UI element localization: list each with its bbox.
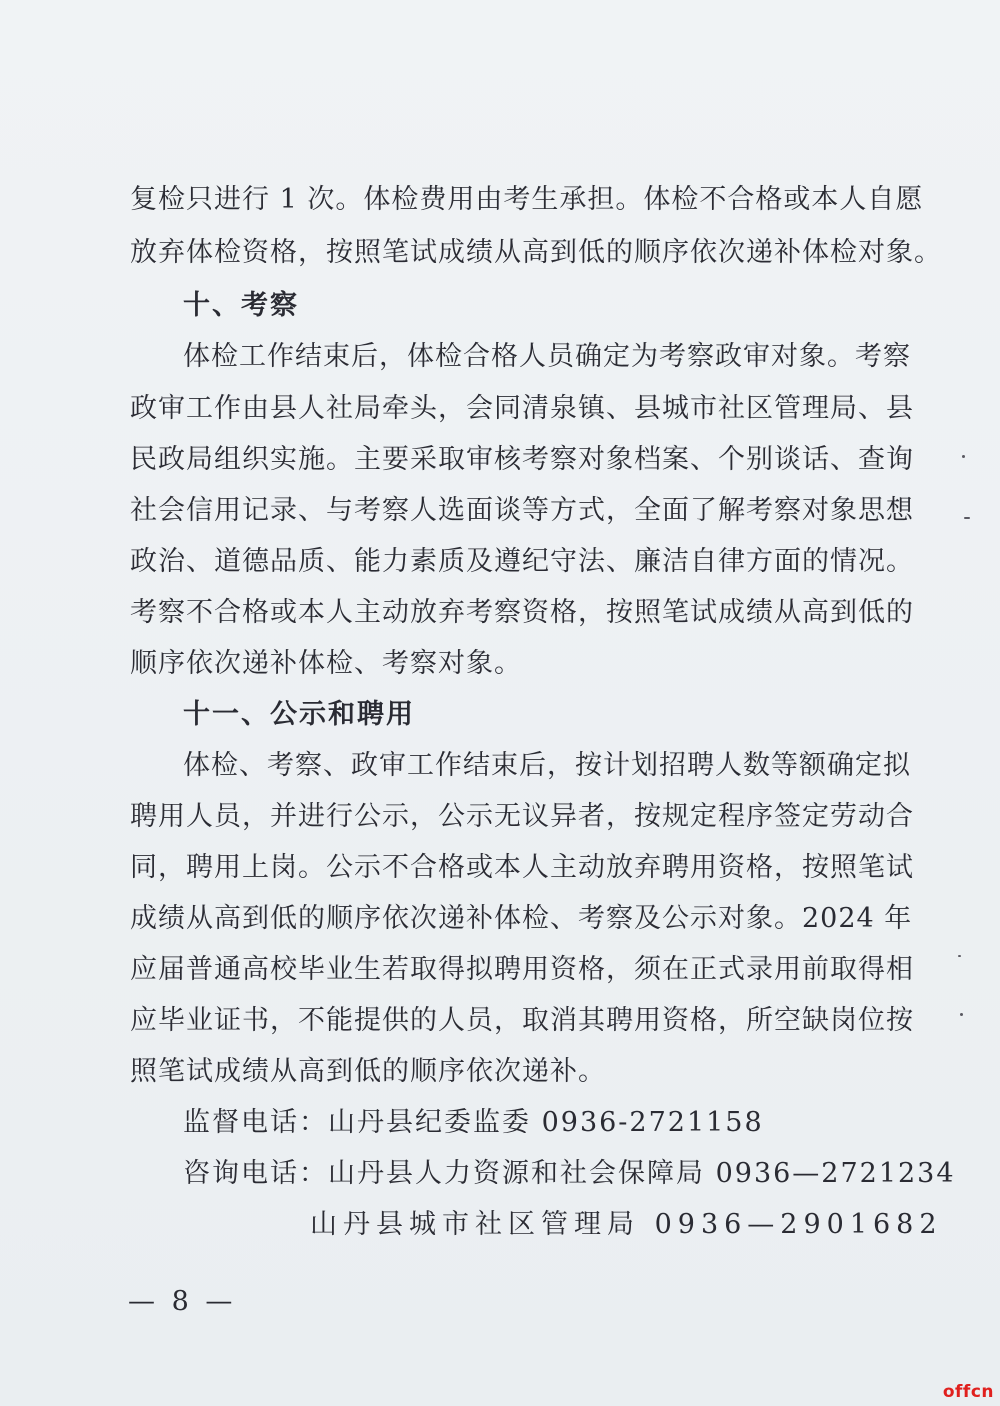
page-number: — 8 —	[128, 1286, 237, 1317]
consult-phone: 咨询电话：山丹县人力资源和社会保障局 0936—2721234	[183, 1158, 956, 1189]
body-line: 应届普通高校毕业生若取得拟聘用资格，须在正式录用前取得相	[130, 954, 914, 985]
body-line: 成绩从高到低的顺序依次递补体检、考察及公示对象。2024 年	[130, 903, 913, 934]
body-line: 同，聘用上岗。公示不合格或本人主动放弃聘用资格，按照笔试	[130, 852, 914, 883]
body-line: 应毕业证书，不能提供的人员，取消其聘用资格，所空缺岗位按	[130, 1005, 914, 1036]
supervision-phone: 监督电话：山丹县纪委监委 0936-2721158	[183, 1107, 764, 1138]
body-line: 民政局组织实施。主要采取审核考察对象档案、个别谈话、查询	[130, 444, 914, 475]
scan-speck	[960, 1013, 963, 1016]
body-line: 顺序依次递补体检、考察对象。	[130, 648, 522, 679]
body-line: 政治、道德品质、能力素质及遵纪守法、廉洁自律方面的情况。	[130, 546, 914, 577]
scan-speck	[958, 955, 961, 957]
body-line: 政审工作由县人社局牵头，会同清泉镇、县城市社区管理局、县	[130, 393, 914, 424]
scan-speck	[962, 455, 965, 458]
scan-speck	[964, 517, 970, 519]
body-line: 体检工作结束后，体检合格人员确定为考察政审对象。考察	[183, 341, 911, 372]
body-line: 体检、考察、政审工作结束后，按计划招聘人数等额确定拟	[183, 750, 911, 781]
body-line: 考察不合格或本人主动放弃考察资格，按照笔试成绩从高到低的	[130, 597, 914, 628]
watermark-logo: offcn	[942, 1382, 994, 1402]
body-line: 聘用人员，并进行公示，公示无议异者，按规定程序签定劳动合	[130, 801, 914, 832]
consult-phone-2: 山丹县城市社区管理局 0936—2901682	[310, 1209, 943, 1240]
body-line: 复检只进行 1 次。体检费用由考生承担。体检不合格或本人自愿	[130, 184, 924, 215]
section-heading: 十、考察	[183, 290, 299, 321]
body-line: 社会信用记录、与考察人选面谈等方式，全面了解考察对象思想	[130, 495, 914, 526]
body-line: 照笔试成绩从高到低的顺序依次递补。	[130, 1056, 606, 1087]
body-line: 放弃体检资格，按照笔试成绩从高到低的顺序依次递补体检对象。	[130, 237, 942, 268]
section-heading: 十一、公示和聘用	[183, 699, 415, 730]
